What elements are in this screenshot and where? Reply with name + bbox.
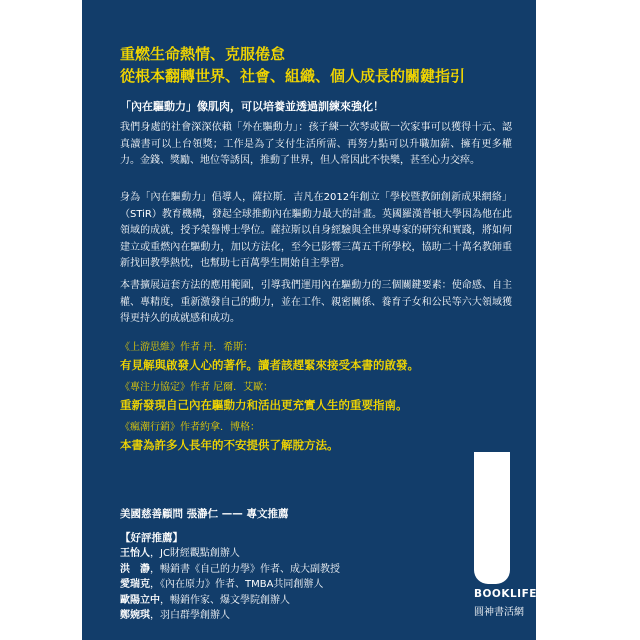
- endorser-name: 王怡人: [120, 548, 150, 559]
- endorsements-list: [120, 546, 340, 624]
- endorser-name: 愛瑞克: [120, 579, 150, 590]
- quote-text: 重新發現自己內在驅動力和活出更充實人生的重要指南。: [120, 398, 408, 412]
- publisher-logo: BOOKLIFE: [474, 588, 537, 600]
- endorser-desc: ，《內在原力》作者、TMBA共同創辦人: [150, 579, 324, 590]
- endorser-desc: ，暢銷作家、爆文學院創辦人: [160, 594, 290, 606]
- headline: [120, 43, 465, 87]
- endorsement-item: [120, 562, 340, 578]
- paragraph-2: 身為「內在驅動力」倡導人，薩拉斯．吉凡在2012年創立「學校暨教師創新成果網絡」（STiR）教育機構，發起全球推動內在驅動力最大的計畫。英國羅漢普頓大學因為他在此領域的成就，授予榮譽博士學位。薩拉斯以自身經驗與全世界專家的研究和實踐，將如何建立或重燃內在驅動力，加以方法化，至今已影響三萬五千所學校，協助二十萬名教師重新找回教學熱忱，也幫助七百萬學生開始自主學習。: [120, 192, 512, 269]
- quote-source: 《上游思維》作者 丹．希斯：: [120, 342, 254, 353]
- endorser-desc: ，暢銷書《自己的力學》作者、成大副教授: [150, 563, 340, 575]
- headline-line-1: 重燃生命熱情、克服倦怠: [120, 45, 286, 63]
- publisher-logo-bar: [474, 452, 510, 584]
- quote-source: 《專注力協定》作者 尼爾．艾歐：: [120, 382, 274, 393]
- lead-sentence: 「內在驅動力」像肌肉，可以培養並透過訓練來強化！: [120, 100, 384, 113]
- endorsement-item: [120, 546, 340, 562]
- headline-line-2: 從根本翻轉世界、社會、組織、個人成長的關鍵指引: [120, 67, 466, 85]
- quote-text: 本書為許多人長年的不安提供了解脫方法。: [120, 438, 339, 452]
- endorsement-item: [120, 608, 340, 624]
- endorsement-item: [120, 593, 340, 609]
- endorsement-item: [120, 577, 340, 593]
- endorser-name: 歐陽立中: [120, 594, 160, 606]
- endorser-desc: ，JC財經觀點創辦人: [150, 548, 240, 559]
- book-back-cover: [82, 0, 536, 640]
- quote-source: 《瘋潮行銷》作者約拿．博格：: [120, 422, 260, 433]
- featured-recommendation: 美國慈善顧問 張瀞仁 —— 專文推薦: [120, 508, 289, 520]
- endorser-name: 鄭婉琪: [120, 610, 150, 621]
- endorsements-title: 【好評推薦】: [120, 532, 183, 544]
- paragraph-1: 我們身處的社會深深依賴「外在驅動力」：孩子練一次琴或做一次家事可以獲得十元、認真讀書可以上台領獎；工作是為了支付生活所需、再努力點可以升職加薪、擁有更多權力。金錢、獎勵、地位等誘因，推動了世界，但人常因此不快樂，甚至心力交瘁。: [120, 122, 512, 166]
- quote-text: 有見解與啟發人心的著作。讀者該趕緊來接受本書的啟發。: [120, 358, 419, 372]
- paragraph-3: 本書擴展這套方法的應用範圍，引導我們運用內在驅動力的三個關鍵要素：使命感、自主權、專精度，重新激發自己的動力，並在工作、親密關係、養育子女和公民等六大領域獲得更持久的成就感和成功。: [120, 280, 512, 324]
- endorser-desc: ，羽白群學創辦人: [150, 610, 230, 621]
- publisher-name: 圓神書活網: [474, 607, 524, 618]
- endorser-name: 洪 瀞: [120, 563, 150, 575]
- quotes-section: [120, 340, 512, 460]
